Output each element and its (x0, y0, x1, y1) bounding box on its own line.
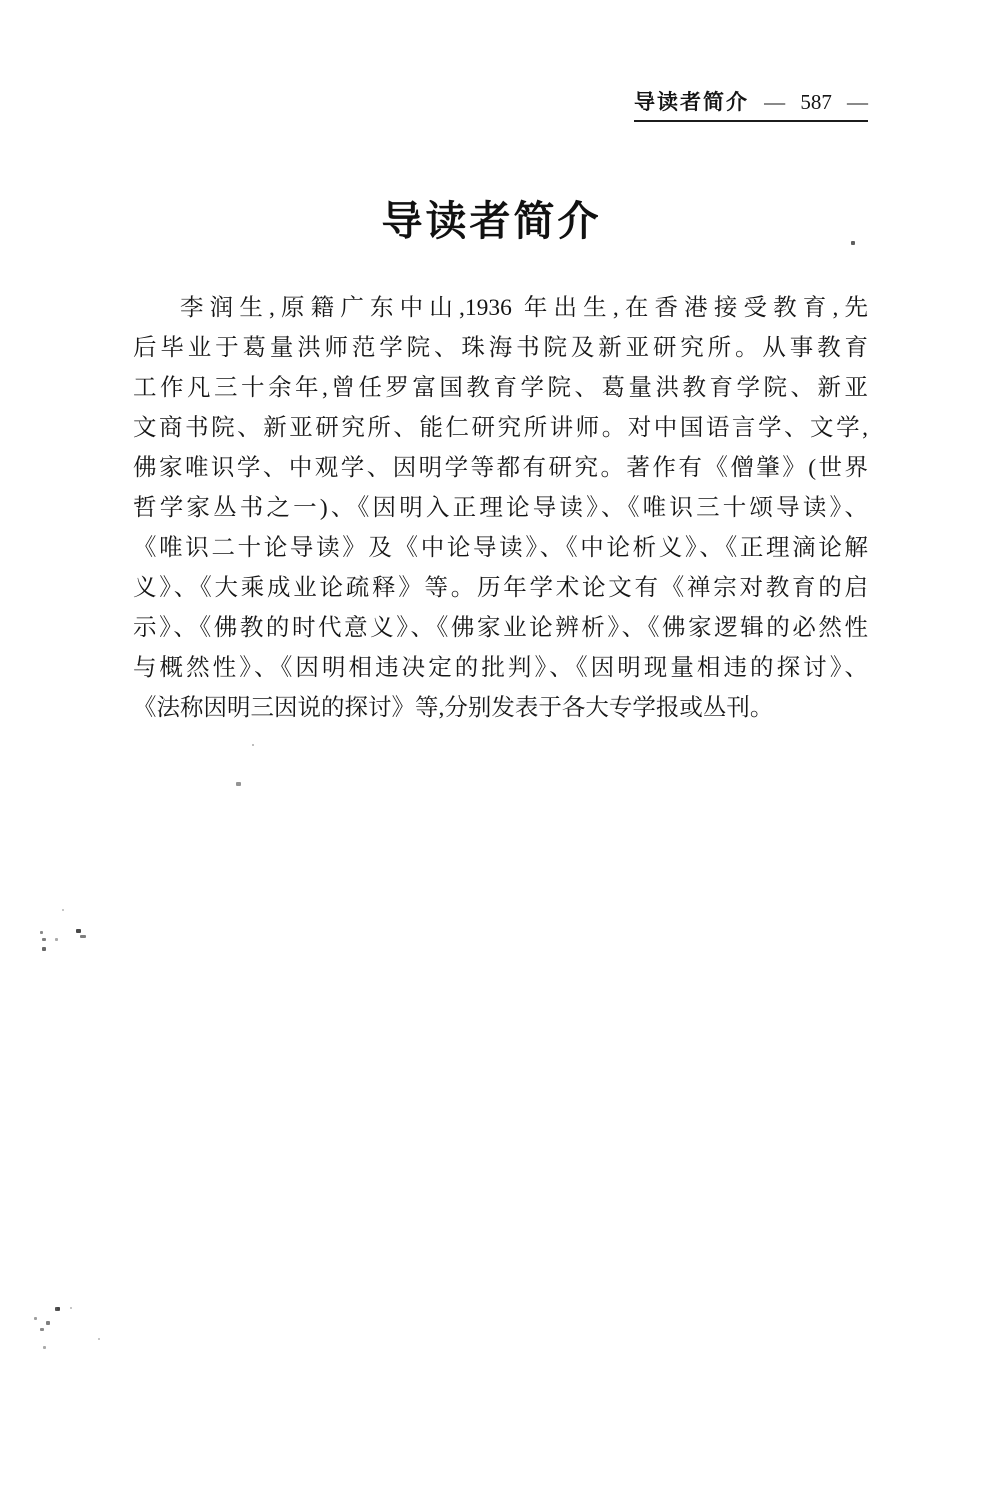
scan-speck (76, 929, 81, 933)
scan-speck (55, 938, 58, 941)
text-line: 后毕业于葛量洪师范学院、珠海书院及新亚研究所。从事教育 (133, 335, 868, 361)
text-line: 义》、《大乘成业论疏释》等。历年学术论文有《禅宗对教育的启 (133, 575, 868, 601)
scan-speck (55, 1307, 60, 1311)
scan-speck (46, 1321, 50, 1325)
page-number: 587 (800, 90, 832, 114)
text-line: 李润生,原籍广东中山,1936 年出生,在香港接受教育,先 (180, 295, 868, 321)
scan-speck (34, 1317, 37, 1320)
running-head (634, 90, 868, 122)
scan-speck (236, 782, 241, 786)
scan-speck (98, 1338, 100, 1340)
scan-speck (851, 241, 855, 245)
scan-speck (40, 1328, 44, 1331)
scan-speck (42, 938, 46, 941)
running-head-dash-left: — (764, 90, 786, 114)
text-line: 与概然性》、《因明相违决定的批判》、《因明现量相违的探讨》、 (133, 655, 868, 681)
scan-speck (40, 931, 43, 934)
scan-speck (252, 744, 254, 746)
scan-speck (62, 909, 64, 911)
running-head-section-label: 导读者简介 (634, 91, 749, 114)
biography-paragraph (133, 288, 868, 728)
text-line: 示》、《佛教的时代意义》、《佛家业论辨析》、《佛家逻辑的必然性 (133, 615, 868, 641)
text-line: 佛家唯识学、中观学、因明学等都有研究。著作有《僧肇》(世界 (133, 455, 868, 481)
text-line: 工作凡三十余年,曾任罗富国教育学院、葛量洪教育学院、新亚 (133, 375, 868, 401)
running-head-dash-right: — (846, 90, 868, 114)
text-line: 《法称因明三因说的探讨》等,分别发表于各大专学报或丛刊。 (133, 695, 774, 721)
text-line: 哲学家丛书之一)、《因明入正理论导读》、《唯识三十颂导读》、 (133, 495, 868, 521)
text-line: 文商书院、新亚研究所、能仁研究所讲师。对中国语言学、文学, (133, 415, 868, 441)
scan-speck (42, 947, 46, 951)
scan-speck (80, 935, 86, 938)
scan-speck (43, 1346, 46, 1349)
text-line: 《唯识二十论导读》及《中论导读》、《中论析义》、《正理滴论解 (133, 535, 868, 561)
page-title: 导读者简介 (381, 198, 602, 244)
scan-speck (70, 1307, 72, 1309)
